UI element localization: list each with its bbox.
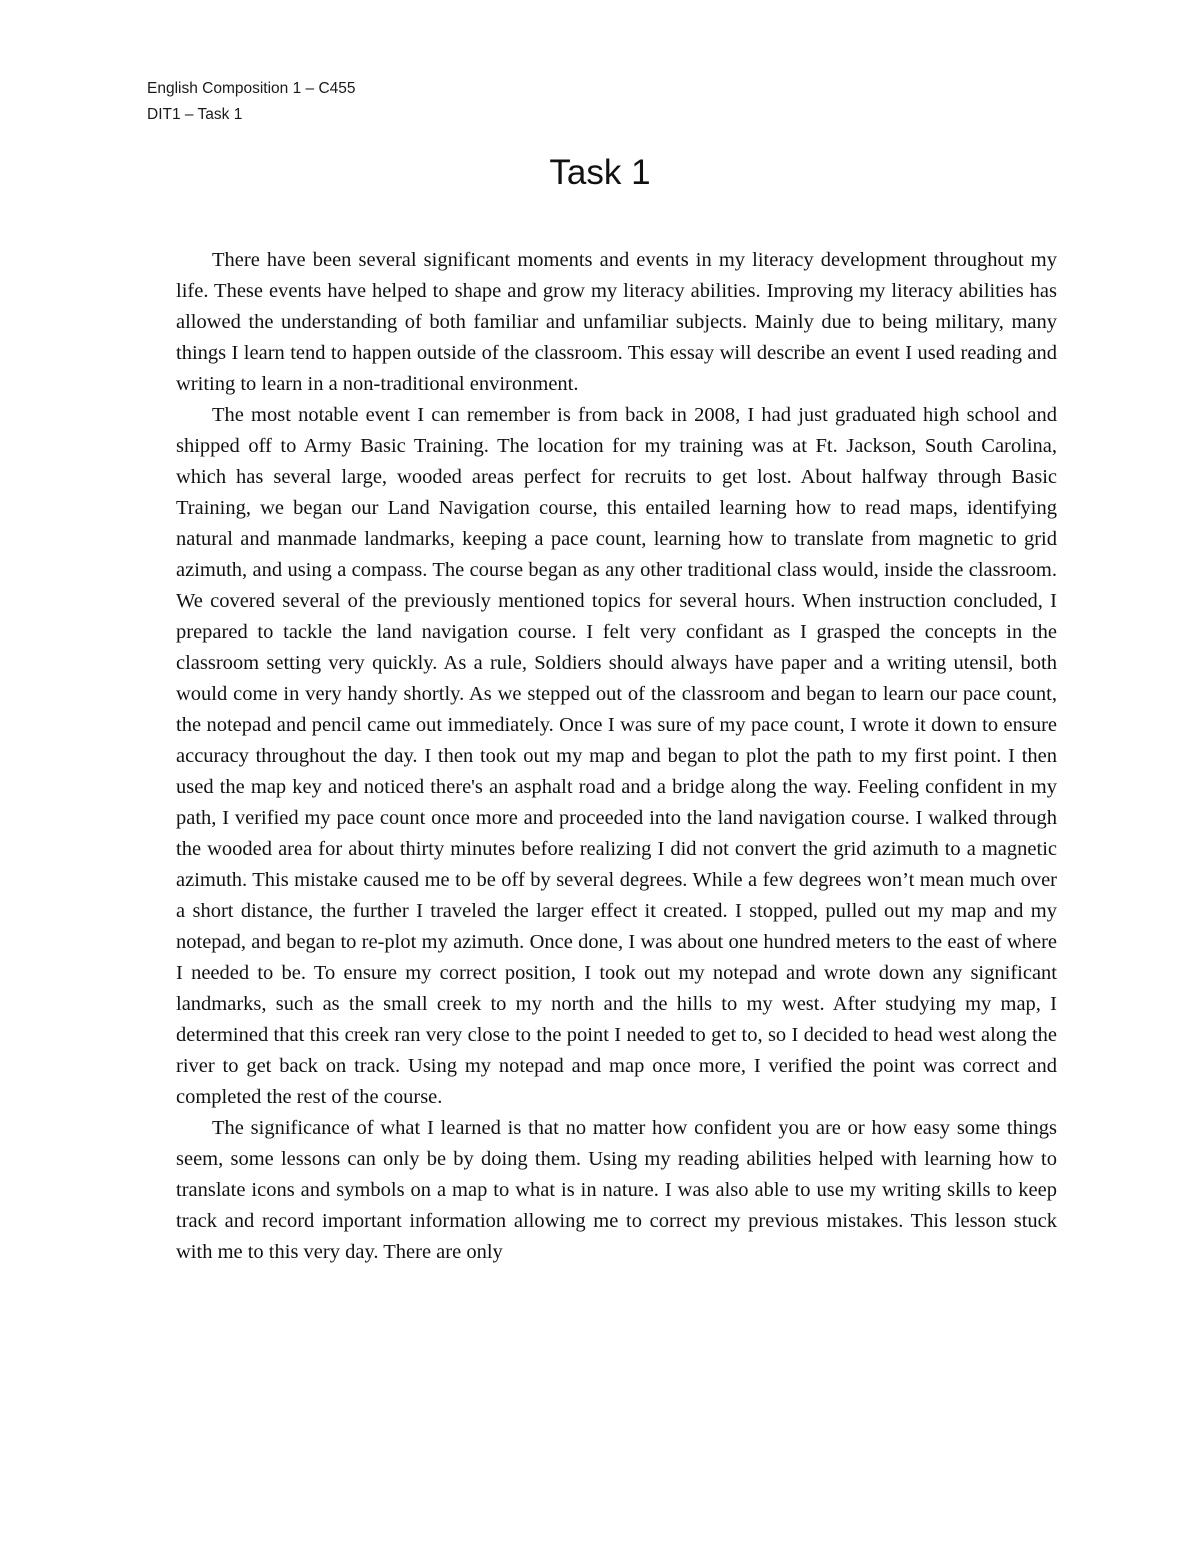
course-line: English Composition 1 – C455 — [147, 80, 356, 97]
paragraph-2: The most notable event I can remember is from back in 2008, I had just graduated high school and shipped off to Army Basic Training. The location for my training was at Ft. Jackson, South Carolina, which has several large, wooded areas perfect for recruits to get lost. About halfway through Basic Training, we began our Land Navigation course, this entailed learning how to read maps, identifying natural and manmade landmarks, keeping a pace count, learning how to translate from magnetic to grid azimuth, and using a compass. The course began as any other traditional class would, inside the classroom. We covered several of the previously mentioned topics for several hours. When instruction concluded, I prepared to tackle the land navigation course. I felt very confidant as I grasped the concepts in the classroom setting very quickly. As a rule, Soldiers should always have paper and a writing utensil, both would come in very handy shortly. As we stepped out of the classroom and began to learn our pace count, the notepad and pencil came out immediately. Once I was sure of my pace count, I wrote it down to ensure accuracy throughout the day. I then took out my map and began to plot the path to my first point. I then used the map key and noticed there's an asphalt road and a bridge along the way. Feeling confident in my path, I verified my pace count once more and proceeded into the land navigation course. I walked through the wooded area for about thirty minutes before realizing I did not convert the grid azimuth to a magnetic azimuth. This mistake caused me to be off by several degrees. While a few degrees won’t mean much over a short distance, the further I traveled the larger effect it created. I stopped, pulled out my map and my notepad, and began to re-plot my azimuth. Once done, I was about one hundred meters to the east of where I needed to be. To ensure my correct position, I took out my notepad and wrote down any significant landmarks, such as the small creek to my north and the hills to my west. After studying my map, I determined that this creek ran very close to the point I needed to get to, so I decided to head west along the river to get back on track. Using my notepad and map once more, I verified the point was correct and completed the rest of the course. — [176, 404, 1057, 1108]
essay-body — [176, 245, 1057, 1268]
task-code-line: DIT1 – Task 1 — [147, 106, 243, 123]
paragraph-1: There have been several significant moments and events in my literacy development throughout my life. These events have helped to shape and grow my literacy abilities. Improving my literacy abilities has allowed the understanding of both familiar and unfamiliar subjects. Mainly due to being military, many things I learn tend to happen outside of the classroom. This essay will describe an event I used reading and writing to learn in a non-traditional environment. — [176, 249, 1057, 395]
document-header — [147, 76, 356, 128]
document-title: Task 1 — [549, 153, 651, 192]
paragraph-3: The significance of what I learned is that no matter how confident you are or how easy some things seem, some lessons can only be by doing them. Using my reading abilities helped with learning how to translate icons and symbols on a map to what is in nature. I was also able to use my writing skills to keep track and record important information allowing me to correct my previous mistakes. This lesson stuck with me to this very day. There are only — [176, 1117, 1057, 1263]
